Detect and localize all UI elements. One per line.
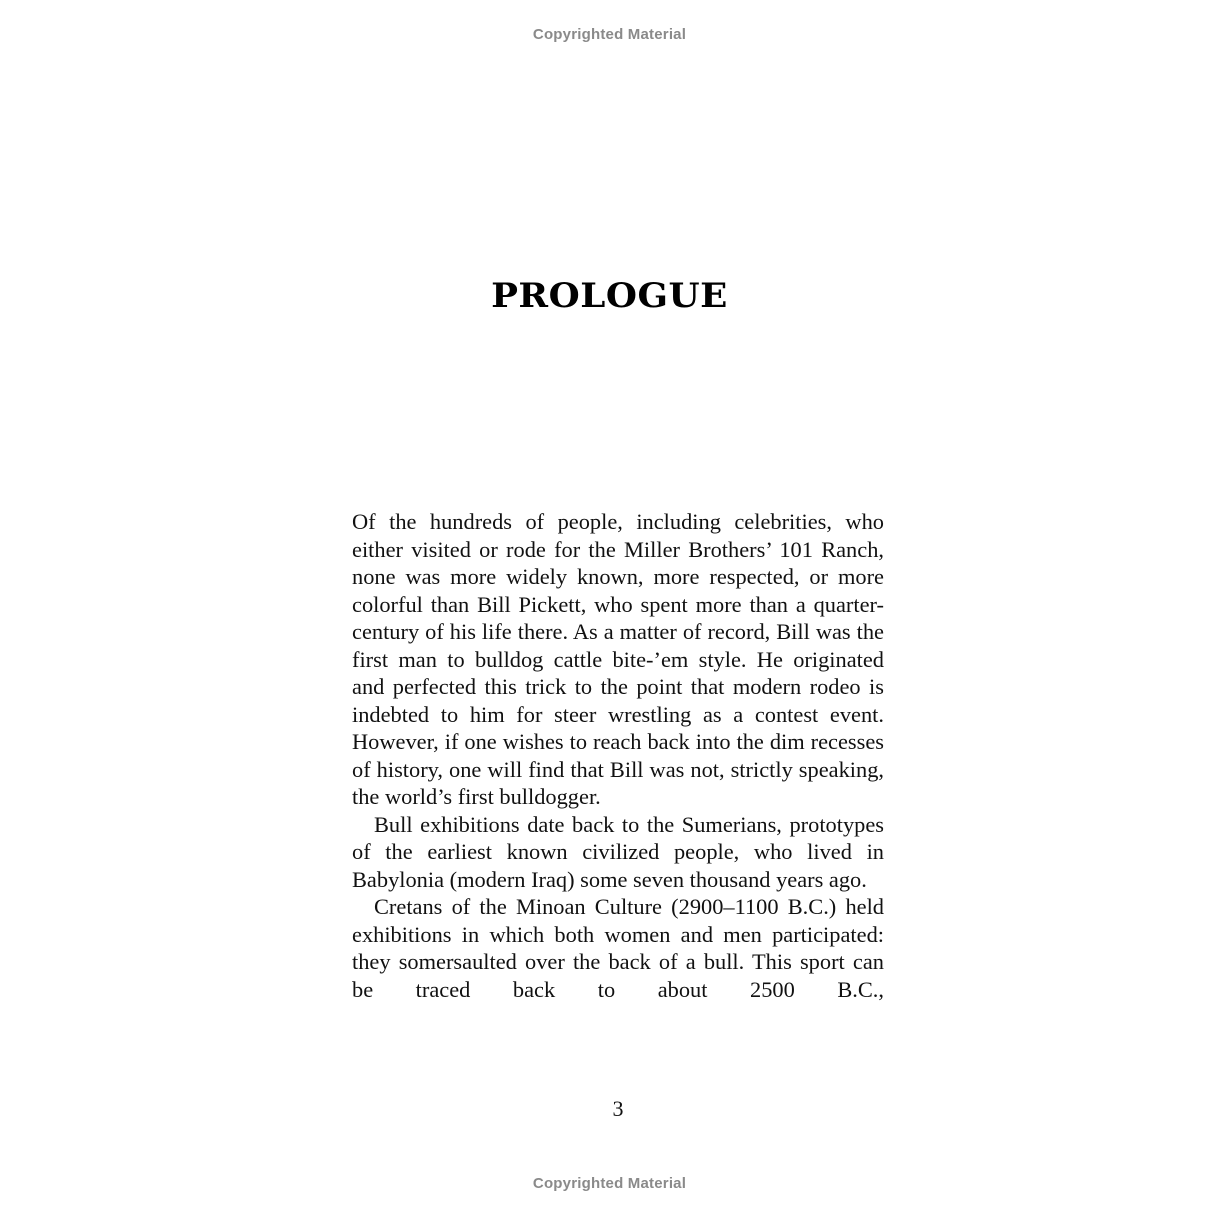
paragraph-2: Bull exhibitions date back to the Sumerians, prototypes of the earliest known civilized people, who lived in Babylonia (modern Iraq) some seven thousand years ago.: [352, 811, 884, 892]
page-number: 3: [612, 1096, 624, 1121]
body-text: [352, 508, 884, 1003]
copyright-watermark-top: Copyrighted Material: [532, 26, 687, 43]
chapter-title: PROLOGUE: [491, 276, 728, 316]
copyright-watermark-bottom: Copyrighted Material: [532, 1175, 687, 1192]
paragraph-1: Of the hundreds of people, including celebrities, who either visited or rode for the Miller Brothers’ 101 Ranch, none was more widely known, more respected, or more colorful than Bill Pickett, who spent more than a quarter-century of his life there. As a matter of record, Bill was the first man to bulldog cattle bite-’em style. He originated and perfected this trick to the point that modern rodeo is indebted to him for steer wrestling as a contest event. However, if one wishes to reach back into the dim recesses of history, one will find that Bill was not, strictly speaking, the world’s first bulldogger.: [352, 509, 884, 809]
paragraph-3: Cretans of the Minoan Culture (2900–1100 B.C.) held exhibitions in which both women and men participated: they somersaulted over the back of a bull. This sport can be traced back to about 2500 B.C.,: [352, 894, 884, 1002]
